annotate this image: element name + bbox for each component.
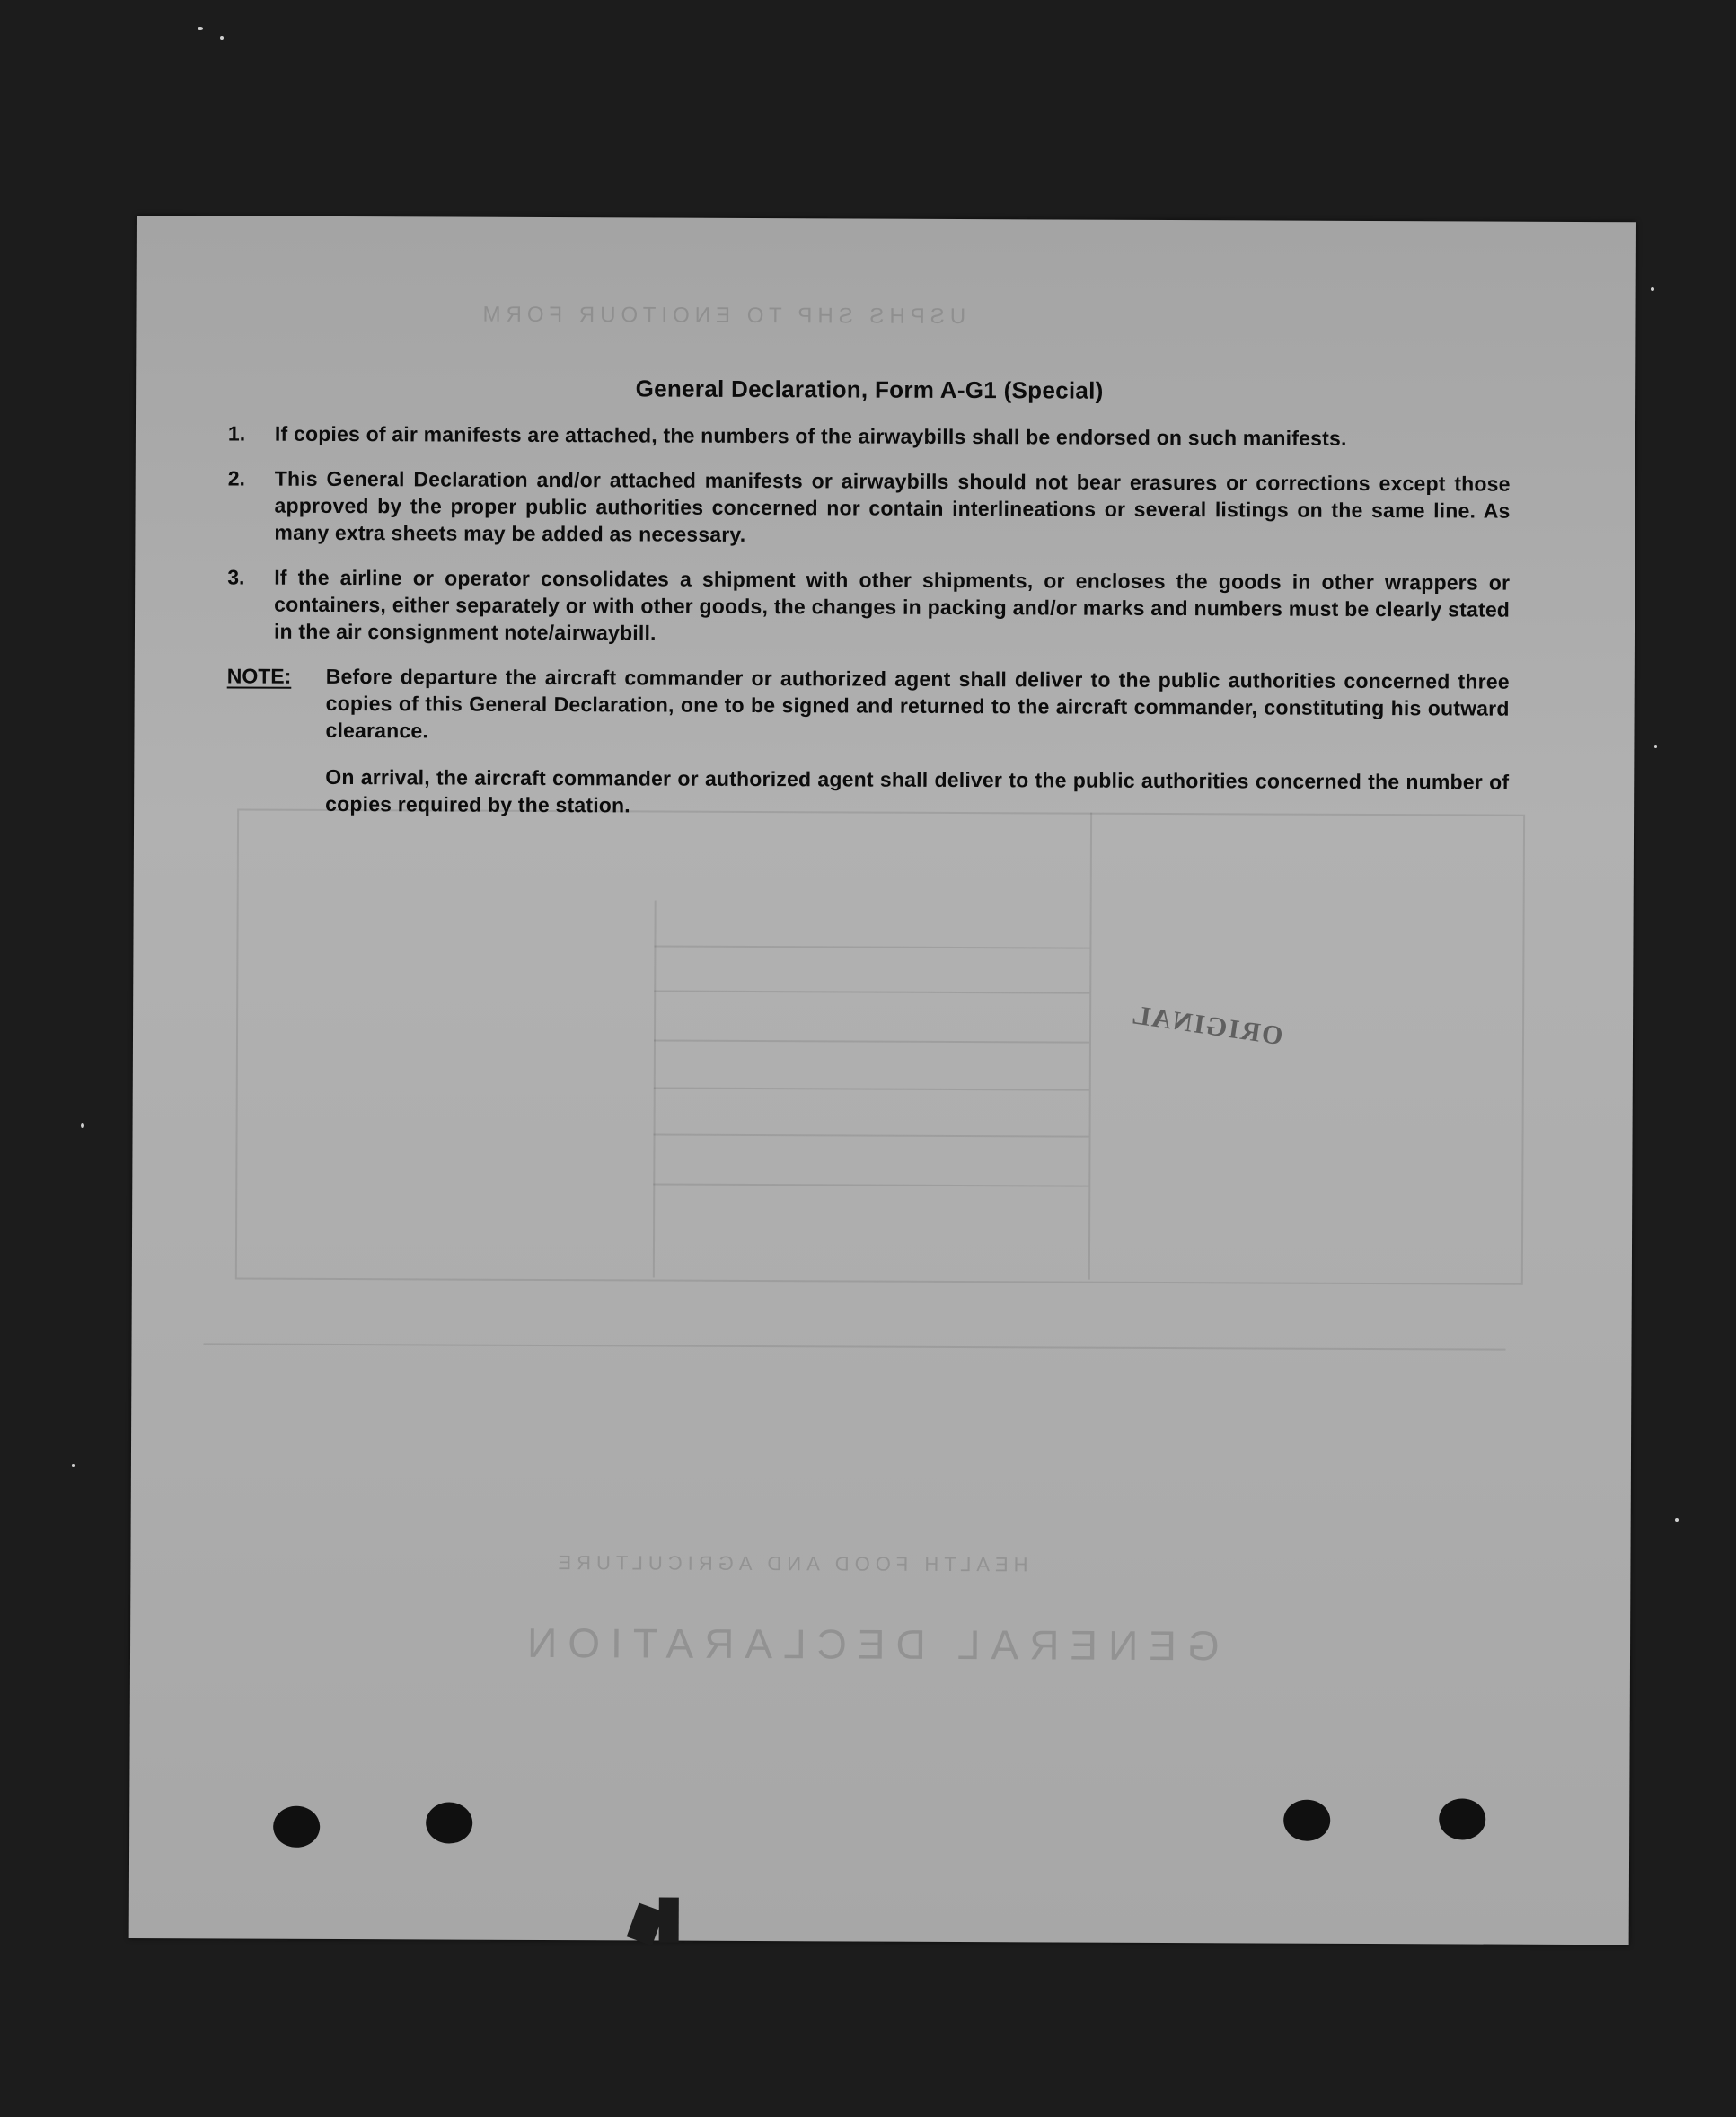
item-number: 1.	[227, 421, 246, 445]
punch-hole	[426, 1802, 472, 1843]
note-block	[226, 662, 1509, 748]
film-speck	[220, 36, 224, 40]
bleed-through-heading: GENERAL DECLARATION	[516, 1619, 1220, 1670]
bleed-through-table	[235, 808, 1525, 1284]
film-speck	[81, 1123, 84, 1128]
punch-hole	[1439, 1798, 1485, 1839]
item-number: 3.	[227, 565, 245, 589]
instruction-item	[227, 563, 1510, 649]
film-speck	[198, 27, 203, 30]
document-sheet	[129, 216, 1636, 1945]
item-text: If the airline or operator consolidates a shipment with other shipments, or encloses the goods in other wrappers or containers, either separately or with other goods, the changes in packing and/or marks and numbers must be clearly stated in the air consignment note/airwaybill.	[273, 565, 1511, 645]
bleed-through-subheading: HEALTH FOOD AND AGRICULTURE	[552, 1551, 1028, 1576]
film-speck	[1675, 1518, 1679, 1522]
item-number: 2.	[227, 466, 245, 490]
punch-hole	[1283, 1800, 1330, 1841]
instruction-item	[227, 464, 1510, 551]
note-label: NOTE:	[226, 664, 292, 688]
instruction-item	[228, 419, 1511, 452]
film-speck	[1654, 745, 1657, 748]
punch-hole	[273, 1806, 320, 1848]
bleed-through-rule	[204, 1343, 1506, 1350]
paper-tear	[659, 1898, 679, 1943]
item-text: If copies of air manifests are attached, the numbers of the airwaybills shall be endorsed on such manifests.	[274, 421, 1347, 450]
faint-stamp: ORIGINAL	[1128, 1000, 1285, 1052]
item-text: This General Declaration and/or attached manifests or airwaybills should not bear erasures or corrections except those approved by the proper public authorities concerned nor contain interlineations or several listings on the same line. As many extra sheets may be added as necessary.	[274, 466, 1511, 546]
form-instructions	[226, 373, 1511, 822]
form-title: General Declaration, Form A-G1 (Special)	[635, 375, 1104, 404]
note-paragraph: On arrival, the aircraft commander or authorized agent shall deliver to the public authorities concerned the number of copies required by the station.	[325, 764, 1510, 817]
bleed-through-heading: USPHS SHP TO ENOITOUR FORM	[477, 302, 966, 330]
note-paragraph: Before departure the aircraft commander or authorized agent shall deliver to the public authorities concerned three copies of this General Declaration, one to be signed and returned to the aircraft commander, constituting his outward clearance.	[325, 664, 1510, 743]
film-speck	[72, 1464, 75, 1467]
film-speck	[1651, 287, 1654, 291]
